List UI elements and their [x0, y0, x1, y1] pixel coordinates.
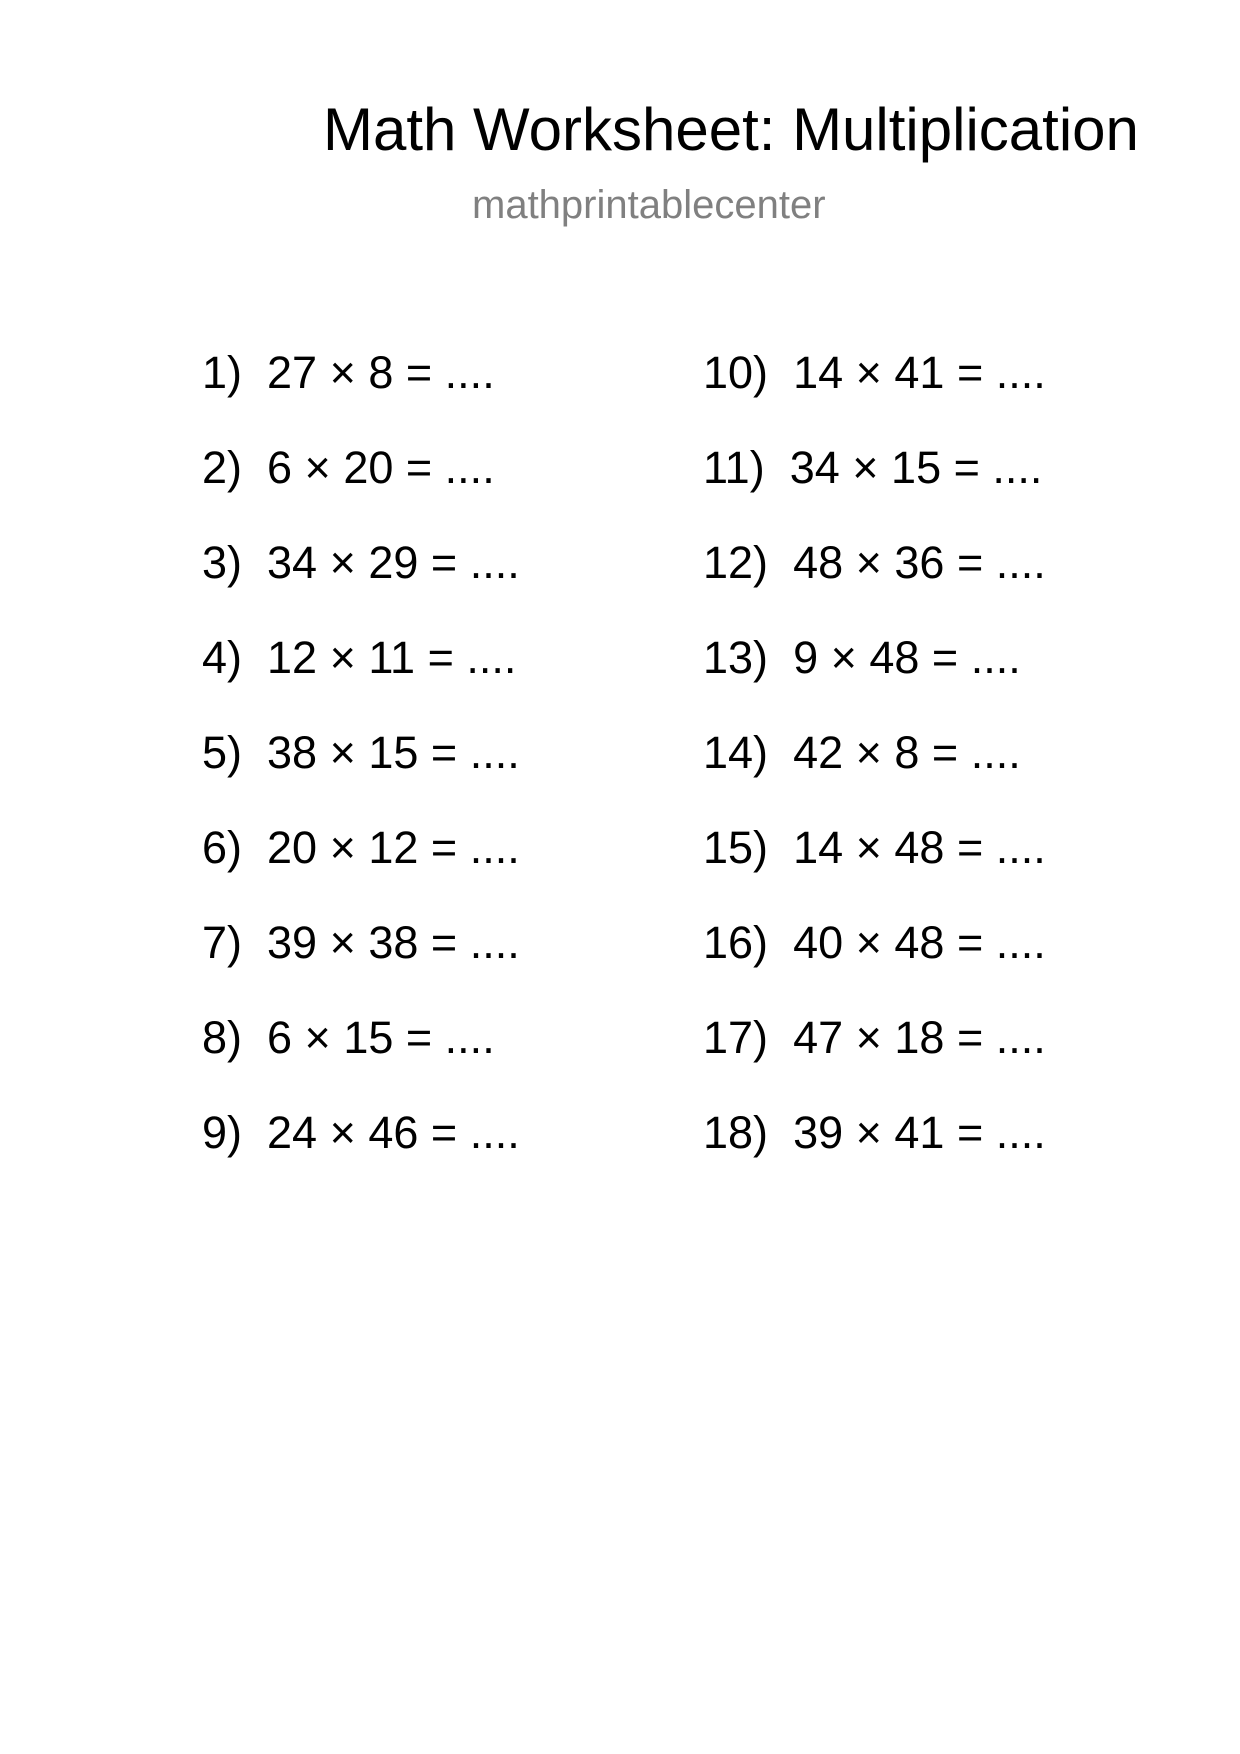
- problem-expression: 48 × 36 = ....: [793, 537, 1046, 588]
- problem-expression: 42 × 8 = ....: [793, 727, 1021, 778]
- problem-expression: 12 × 11 = ....: [267, 632, 517, 683]
- problem-expression: 34 × 15 = ....: [789, 442, 1043, 493]
- problem-item: [202, 1105, 682, 1200]
- problem-item: [703, 535, 1183, 630]
- problem-number: 17): [703, 1012, 769, 1063]
- problem-number: 5): [202, 727, 243, 778]
- problem-item: [703, 820, 1183, 915]
- problem-expression: 14 × 48 = ....: [793, 822, 1046, 873]
- problem-expression: 24 × 46 = ....: [267, 1107, 520, 1158]
- problem-number: 15): [703, 822, 769, 873]
- problem-expression: 20 × 12 = ....: [267, 822, 520, 873]
- problem-number: 18): [703, 1107, 769, 1158]
- problem-number: 16): [703, 917, 769, 968]
- problem-number: 10): [703, 347, 769, 398]
- problem-column-right: [703, 345, 1183, 1200]
- problem-number: 8): [202, 1012, 243, 1063]
- problem-item: [202, 820, 682, 915]
- problem-expression: 40 × 48 = ....: [793, 917, 1046, 968]
- problem-expression: 39 × 38 = ....: [267, 917, 520, 968]
- problem-number: 7): [202, 917, 243, 968]
- problem-number: 14): [703, 727, 769, 778]
- worksheet-source: mathprintablecenter: [472, 183, 826, 227]
- problem-number: 1): [202, 347, 243, 398]
- problem-item: [703, 1105, 1183, 1200]
- problem-item: [202, 915, 682, 1010]
- problem-expression: 27 × 8 = ....: [267, 347, 495, 398]
- problem-item: [703, 440, 1183, 535]
- problem-expression: 14 × 41 = ....: [793, 347, 1046, 398]
- problem-column-left: [202, 345, 682, 1200]
- problem-item: [202, 535, 682, 630]
- problem-expression: 47 × 18 = ....: [793, 1012, 1046, 1063]
- problem-item: [202, 1010, 682, 1105]
- problem-number: 3): [202, 537, 243, 588]
- problem-item: [703, 725, 1183, 820]
- problem-number: 2): [202, 442, 243, 493]
- problem-number: 13): [703, 632, 769, 683]
- problem-expression: 34 × 29 = ....: [267, 537, 520, 588]
- problem-item: [703, 345, 1183, 440]
- problem-number: 4): [202, 632, 243, 683]
- problem-number: 11): [703, 442, 765, 493]
- problem-expression: 39 × 41 = ....: [793, 1107, 1046, 1158]
- problem-item: [202, 440, 682, 535]
- problem-expression: 38 × 15 = ....: [267, 727, 520, 778]
- problem-number: 6): [202, 822, 243, 873]
- problem-item: [202, 630, 682, 725]
- problem-expression: 9 × 48 = ....: [793, 632, 1021, 683]
- problem-number: 12): [703, 537, 769, 588]
- problem-item: [703, 630, 1183, 725]
- problem-item: [202, 725, 682, 820]
- problem-item: [703, 915, 1183, 1010]
- worksheet-title: Math Worksheet: Multiplication: [323, 96, 1139, 163]
- problem-number: 9): [202, 1107, 243, 1158]
- problem-item: [202, 345, 682, 440]
- problem-expression: 6 × 15 = ....: [267, 1012, 495, 1063]
- problem-expression: 6 × 20 = ....: [267, 442, 495, 493]
- problem-item: [703, 1010, 1183, 1105]
